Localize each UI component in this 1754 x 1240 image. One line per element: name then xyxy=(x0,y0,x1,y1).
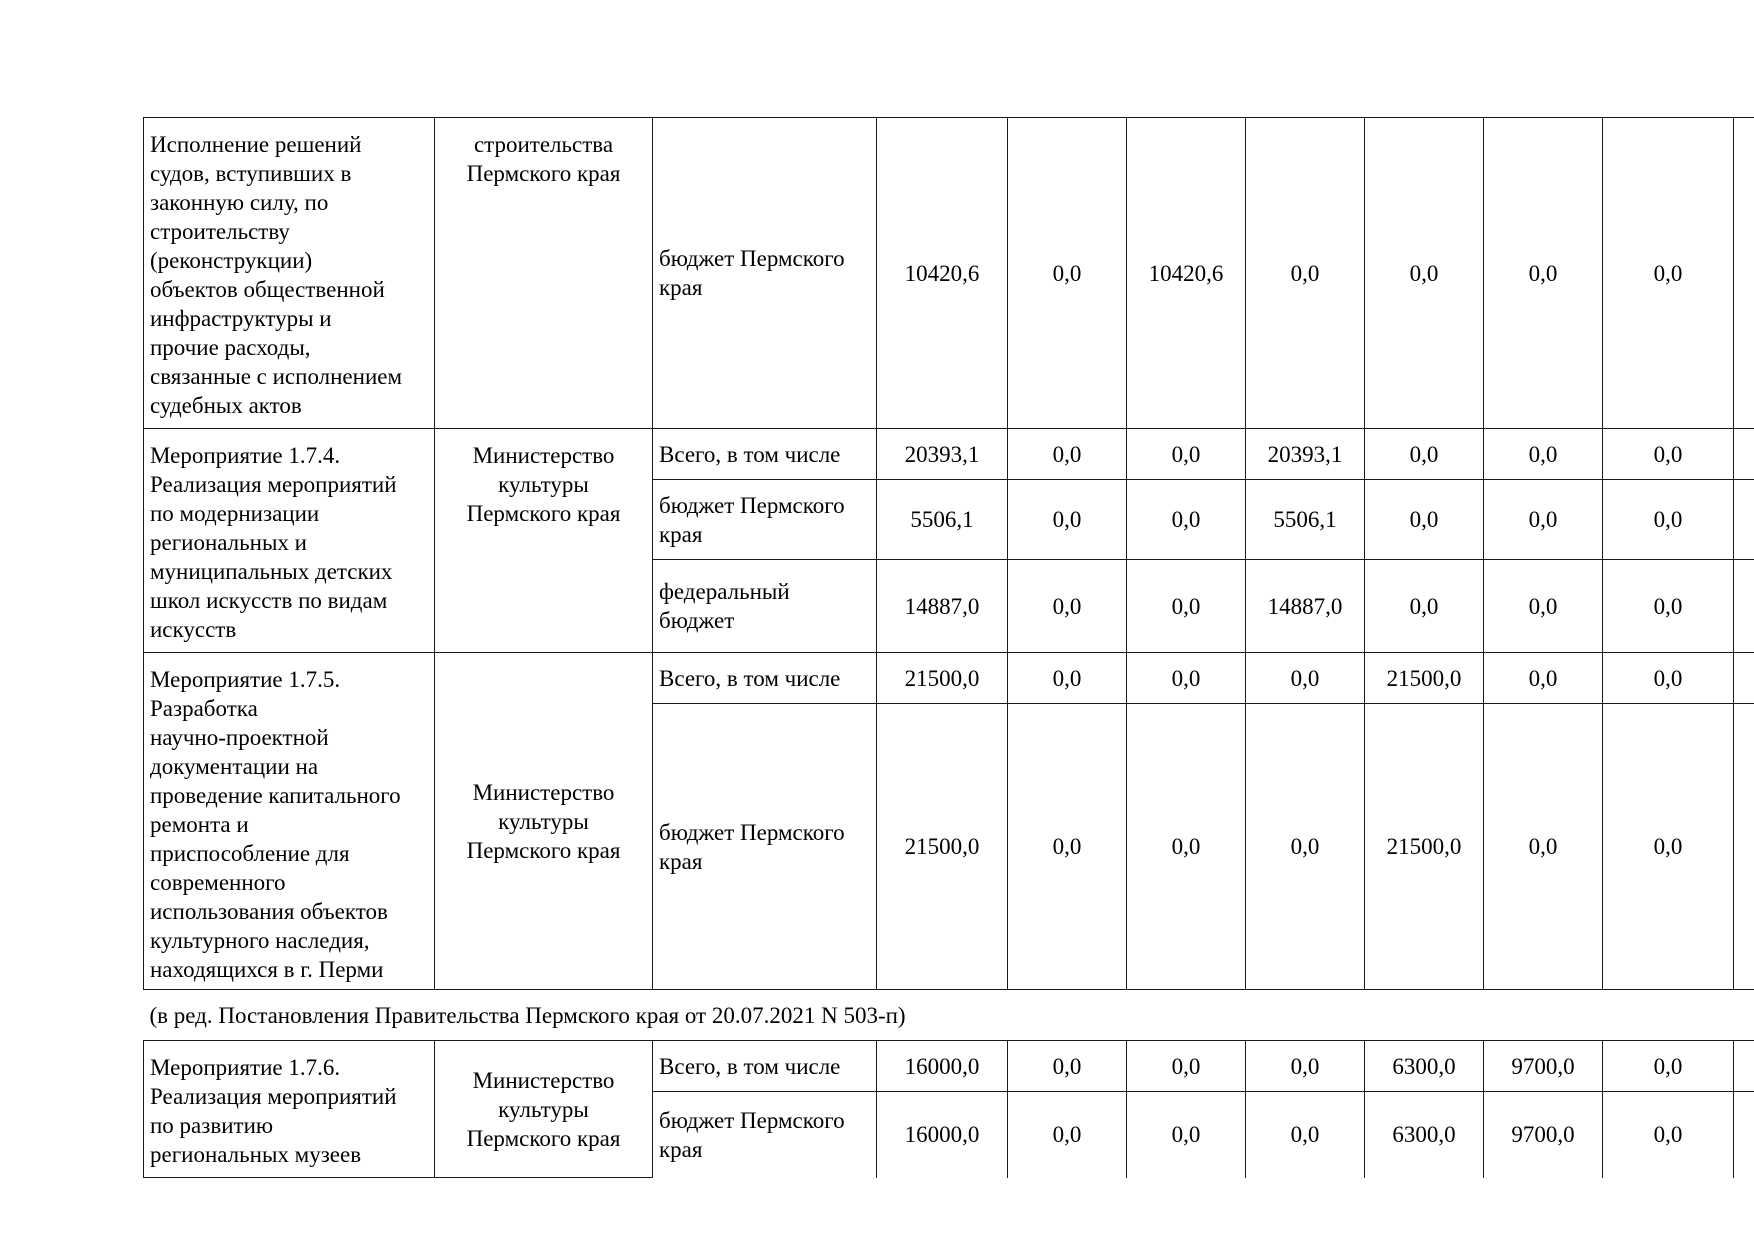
funding-source-cell xyxy=(653,1092,877,1178)
amount-year: 0,0 xyxy=(1603,560,1734,653)
organization-name: Министерство культуры Пермского края xyxy=(466,779,621,863)
amount-year: 0,0 xyxy=(1484,560,1603,653)
measure-name-cell xyxy=(144,429,435,653)
cut-off-cell xyxy=(1734,429,1754,480)
funding-source-cell xyxy=(653,1041,877,1092)
measure-name-cell xyxy=(144,1041,435,1178)
funding-source-cell xyxy=(653,118,877,429)
funding-source: федеральный бюджет xyxy=(659,579,790,633)
amount-year: 0,0 xyxy=(1008,653,1127,704)
table-row xyxy=(144,1041,1754,1092)
amount-total: 21500,0 xyxy=(877,653,1008,704)
budget-table xyxy=(143,117,1754,1178)
funding-source: бюджет Пермского края xyxy=(659,492,845,547)
measure-name: Мероприятие 1.7.5. Разработка научно-проектной документации на проведение капитального ремонта и приспособление для современного использования объектов культурного наследия, находящихся в г. Перми xyxy=(150,667,401,982)
cut-off-cell xyxy=(1734,560,1754,653)
amount-year: 0,0 xyxy=(1008,480,1127,560)
amount-year: 0,0 xyxy=(1008,704,1127,990)
amount-year: 0,0 xyxy=(1603,704,1734,990)
amendment-note: (в ред. Постановления Правительства Пермского края от 20.07.2021 N 503-п) xyxy=(144,990,1754,1041)
organization-cell xyxy=(435,118,653,429)
amount-year: 0,0 xyxy=(1246,118,1365,429)
amount-year: 0,0 xyxy=(1365,429,1484,480)
amount-year: 0,0 xyxy=(1603,1092,1734,1178)
amount-total: 14887,0 xyxy=(877,560,1008,653)
amount-year: 0,0 xyxy=(1603,118,1734,429)
cut-off-cell xyxy=(1734,1092,1754,1178)
measure-name: Исполнение решений судов, вступивших в законную силу, по строительству (реконструкции) объектов общественной инфраструктуры и прочие расходы, связанные с исполнением судебных актов xyxy=(150,132,403,418)
table-row xyxy=(144,653,1754,704)
amount-year: 0,0 xyxy=(1008,1041,1127,1092)
amount-year: 0,0 xyxy=(1246,1041,1365,1092)
amount-year: 0,0 xyxy=(1127,704,1246,990)
organization-name: строительства Пермского края xyxy=(466,132,621,186)
amount-year: 20393,1 xyxy=(1246,429,1365,480)
funding-source: Всего, в том числе xyxy=(659,441,841,467)
amount-year: 0,0 xyxy=(1127,653,1246,704)
amount-total: 5506,1 xyxy=(877,480,1008,560)
amount-year: 0,0 xyxy=(1008,560,1127,653)
cut-off-cell xyxy=(1734,704,1754,990)
measure-name: Мероприятие 1.7.6. Реализация мероприятий по развитию региональных музеев xyxy=(150,1055,397,1167)
amount-total: 21500,0 xyxy=(877,704,1008,990)
cut-off-cell xyxy=(1734,653,1754,704)
amount-year: 6300,0 xyxy=(1365,1041,1484,1092)
amount-year: 0,0 xyxy=(1365,480,1484,560)
table-row xyxy=(144,118,1754,429)
funding-source: Всего, в том числе xyxy=(659,1053,841,1079)
organization-cell xyxy=(435,653,653,990)
cut-off-cell xyxy=(1734,118,1754,429)
amount-year: 0,0 xyxy=(1484,480,1603,560)
measure-name-cell xyxy=(144,653,435,990)
amount-year: 0,0 xyxy=(1484,653,1603,704)
funding-source-cell xyxy=(653,480,877,560)
amount-year: 0,0 xyxy=(1603,1041,1734,1092)
amount-year: 0,0 xyxy=(1365,118,1484,429)
amount-year: 0,0 xyxy=(1603,480,1734,560)
amount-year: 9700,0 xyxy=(1484,1041,1603,1092)
amount-year: 21500,0 xyxy=(1365,653,1484,704)
amount-year: 0,0 xyxy=(1484,704,1603,990)
amount-year: 0,0 xyxy=(1127,1092,1246,1178)
amount-year: 0,0 xyxy=(1246,653,1365,704)
amount-year: 0,0 xyxy=(1246,704,1365,990)
amount-year: 9700,0 xyxy=(1484,1092,1603,1178)
amount-year: 0,0 xyxy=(1008,429,1127,480)
funding-source: Всего, в том числе xyxy=(659,665,841,691)
amount-year: 0,0 xyxy=(1484,118,1603,429)
amount-year: 0,0 xyxy=(1008,118,1127,429)
amount-year: 0,0 xyxy=(1246,1092,1365,1178)
amount-total: 16000,0 xyxy=(877,1041,1008,1092)
organization-name: Министерство культуры Пермского края xyxy=(466,1067,621,1151)
amount-year: 0,0 xyxy=(1127,560,1246,653)
amount-year: 5506,1 xyxy=(1246,480,1365,560)
funding-source: бюджет Пермского края xyxy=(659,819,845,874)
funding-source: бюджет Пермского края xyxy=(659,246,845,300)
cut-off-cell xyxy=(1734,1041,1754,1092)
organization-cell xyxy=(435,429,653,653)
amount-year: 0,0 xyxy=(1603,653,1734,704)
organization-cell xyxy=(435,1041,653,1178)
measure-name-cell xyxy=(144,118,435,429)
amount-year: 6300,0 xyxy=(1365,1092,1484,1178)
amount-year: 0,0 xyxy=(1127,480,1246,560)
table-row xyxy=(144,429,1754,480)
amount-total: 10420,6 xyxy=(877,118,1008,429)
amount-year: 0,0 xyxy=(1127,1041,1246,1092)
measure-name: Мероприятие 1.7.4. Реализация мероприятий по модернизации региональных и муниципальных детских школ искусств по видам искусств xyxy=(150,443,397,642)
funding-source: бюджет Пермского края xyxy=(659,1107,845,1162)
amount-year: 0,0 xyxy=(1008,1092,1127,1178)
amount-year: 0,0 xyxy=(1484,429,1603,480)
funding-source-cell xyxy=(653,653,877,704)
organization-name: Министерство культуры Пермского края xyxy=(466,443,621,526)
funding-source-cell xyxy=(653,429,877,480)
cut-off-cell xyxy=(1734,480,1754,560)
amount-year: 14887,0 xyxy=(1246,560,1365,653)
amount-year: 0,0 xyxy=(1603,429,1734,480)
amount-total: 20393,1 xyxy=(877,429,1008,480)
amount-total: 16000,0 xyxy=(877,1092,1008,1178)
amount-year: 0,0 xyxy=(1365,560,1484,653)
amendment-note-row xyxy=(144,990,1754,1041)
funding-source-cell xyxy=(653,560,877,653)
amount-year: 10420,6 xyxy=(1127,118,1246,429)
amount-year: 0,0 xyxy=(1127,429,1246,480)
funding-source-cell xyxy=(653,704,877,990)
amount-year: 21500,0 xyxy=(1365,704,1484,990)
